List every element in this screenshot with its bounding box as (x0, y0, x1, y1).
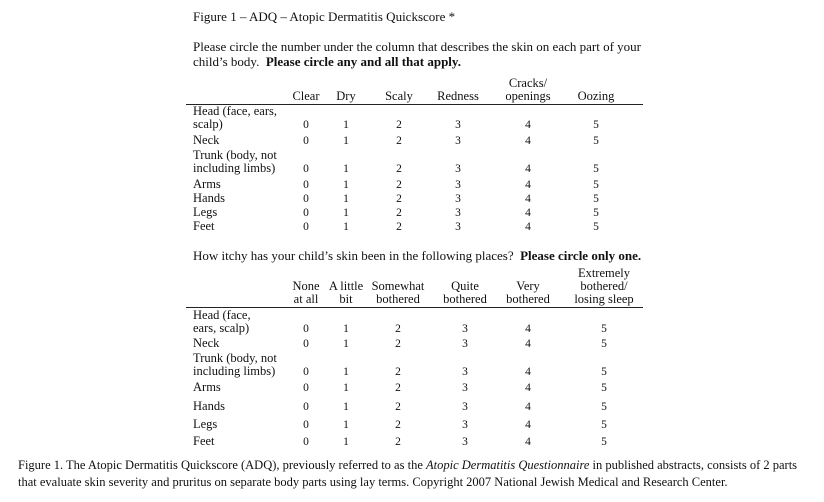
section1-cell-value: 5 (593, 207, 599, 219)
section2-cell-value: 3 (462, 401, 468, 413)
caption-line2: that evaluate skin severity and pruritus on separate body parts using lay terms. Copyright 2007 National Jewish Medical and Research Center. (18, 475, 728, 489)
section1-cell-value: 0 (303, 119, 309, 131)
section1-cell-value: 0 (303, 135, 309, 147)
section1-cell-value: 3 (455, 207, 461, 219)
section2-col-header: bothered (506, 292, 550, 306)
section1-row-label: Trunk (body, not (193, 148, 277, 162)
section1-col-header: openings (505, 89, 551, 103)
section2-cell-value: 1 (343, 366, 349, 378)
caption-part3: in published abstracts, consists of 2 parts (589, 458, 798, 472)
section1-cell-value: 2 (396, 207, 402, 219)
section1-cell-value: 3 (455, 119, 461, 131)
section2-instruction-bold: Please circle only one. (520, 248, 642, 263)
section2-col-header: A little (328, 279, 364, 293)
section2-row-label: Arms (193, 380, 221, 394)
section1-row-label: Feet (193, 219, 215, 233)
section1-row-label: Arms (193, 177, 221, 191)
section1-row-label: including limbs) (193, 161, 276, 175)
section2-cell-value: 2 (395, 323, 401, 335)
section1-cell-value: 3 (455, 179, 461, 191)
section2-cell-value: 1 (343, 382, 349, 394)
section1-cell-value: 0 (303, 163, 309, 175)
section2-cell-value: 0 (303, 366, 309, 378)
section2-cell-value: 1 (343, 323, 349, 335)
section2-cell-value: 2 (395, 338, 401, 350)
section1-cell-value: 1 (343, 179, 349, 191)
section2-cell-value: 5 (601, 436, 607, 448)
section1-instruction-line2 (193, 54, 641, 69)
section1-cell-value: 1 (343, 163, 349, 175)
caption-part1: Figure 1. The Atopic Dermatitis Quickscore (ADQ), previously referred to as the (18, 458, 426, 472)
section2-cell-value: 2 (395, 366, 401, 378)
section1-col-header: Oozing (577, 89, 615, 103)
figure-caption (18, 457, 808, 491)
section2-cell-value: 4 (525, 382, 531, 394)
section2-col-header: losing sleep (574, 292, 634, 306)
section1-col-header: Scaly (385, 89, 413, 103)
section2-cell-value: 2 (395, 436, 401, 448)
section2-cell-value: 1 (343, 419, 349, 431)
section2-col-header: bothered/ (580, 279, 628, 293)
section1-row-label: Neck (193, 133, 220, 147)
section2-row-label: Legs (193, 417, 218, 431)
section1-row-label: Head (face, ears, (193, 104, 277, 118)
section1-cell-value: 4 (525, 221, 531, 233)
section2-row-label: including limbs) (193, 364, 276, 378)
section1-cell-value: 4 (525, 163, 531, 175)
section1-cell-value: 5 (593, 163, 599, 175)
section2-cell-value: 0 (303, 419, 309, 431)
section1-instructions (193, 39, 641, 69)
section2-cell-value: 4 (525, 419, 531, 431)
section2-col-header: bit (339, 292, 353, 306)
section2-col-header: None (292, 279, 320, 293)
section1-cell-value: 3 (455, 221, 461, 233)
section2-cell-value: 0 (303, 323, 309, 335)
section1-cell-value: 2 (396, 163, 402, 175)
section1-cell-value: 5 (593, 119, 599, 131)
section1-row-label: Hands (193, 191, 225, 205)
section1-instruction-line1: Please circle the number under the column that describes the skin on each part of your (193, 39, 641, 54)
section1-cell-value: 2 (396, 193, 402, 205)
section2-cell-value: 1 (343, 436, 349, 448)
section1-row-label: Legs (193, 205, 218, 219)
section2-cell-value: 0 (303, 401, 309, 413)
section2-cell-value: 3 (462, 382, 468, 394)
section2-cell-value: 3 (462, 436, 468, 448)
section2-row-label: Head (face, (193, 308, 251, 322)
section2-cell-value: 3 (462, 366, 468, 378)
section2-cell-value: 0 (303, 436, 309, 448)
section2-cell-value: 5 (601, 338, 607, 350)
section2-cell-value: 0 (303, 382, 309, 394)
section2-col-header: bothered (443, 292, 487, 306)
section2-cell-value: 5 (601, 366, 607, 378)
section1-cell-value: 4 (525, 179, 531, 191)
section1-cell-value: 1 (343, 119, 349, 131)
section2-row-label: Trunk (body, not (193, 351, 277, 365)
section2-instructions (193, 248, 641, 264)
section1-cell-value: 3 (455, 163, 461, 175)
section2-cell-value: 3 (462, 419, 468, 431)
section2-cell-value: 5 (601, 323, 607, 335)
section2-row-label: Feet (193, 434, 215, 448)
section2-cell-value: 4 (525, 323, 531, 335)
caption-italic: Atopic Dermatitis Questionnaire (426, 458, 590, 472)
section1-cell-value: 5 (593, 179, 599, 191)
section2-row-label: ears, scalp) (193, 321, 250, 335)
section2-cell-value: 4 (525, 366, 531, 378)
section1-cell-value: 1 (343, 135, 349, 147)
section1-cell-value: 5 (593, 135, 599, 147)
section1-cell-value: 1 (343, 193, 349, 205)
section1-cell-value: 0 (303, 179, 309, 191)
section2-cell-value: 4 (525, 401, 531, 413)
section1-col-header: Dry (336, 89, 356, 103)
section1-cell-value: 1 (343, 221, 349, 233)
section1-cell-value: 0 (303, 221, 309, 233)
caption-line1 (18, 457, 808, 474)
section1-cell-value: 0 (303, 207, 309, 219)
section2-cell-value: 5 (601, 419, 607, 431)
section1-cell-value: 3 (455, 135, 461, 147)
section2-cell-value: 3 (462, 323, 468, 335)
section2-col-header: Very (516, 279, 540, 293)
section2-header-rule (186, 307, 643, 308)
section2-row-label: Hands (193, 399, 225, 413)
section2-instruction-plain: How itchy has your child’s skin been in the following places? (193, 248, 514, 263)
section1-col-header: Cracks/ (508, 76, 548, 90)
section2-col-header: Somewhat (371, 279, 425, 293)
section1-cell-value: 4 (525, 135, 531, 147)
section1-cell-value: 1 (343, 207, 349, 219)
section1-cell-value: 3 (455, 193, 461, 205)
section1-instruction-bold: Please circle any and all that apply. (265, 54, 461, 69)
section1-cell-value: 0 (303, 193, 309, 205)
section2-col-header: at all (293, 292, 319, 306)
section1-cell-value: 5 (593, 221, 599, 233)
section2-col-header: Extremely (577, 266, 631, 280)
section2-cell-value: 4 (525, 338, 531, 350)
section1-cell-value: 4 (525, 207, 531, 219)
section2-cell-value: 1 (343, 338, 349, 350)
section2-cell-value: 3 (462, 338, 468, 350)
section2-cell-value: 5 (601, 401, 607, 413)
section1-cell-value: 5 (593, 193, 599, 205)
section2-cell-value: 4 (525, 436, 531, 448)
section2-col-header: Quite (451, 279, 479, 293)
section2-col-header: bothered (376, 292, 420, 306)
section1-instruction-plain: child’s body. (193, 54, 260, 69)
section2-cell-value: 5 (601, 382, 607, 394)
section1-cell-value: 2 (396, 221, 402, 233)
section2-cell-value: 2 (395, 401, 401, 413)
section1-cell-value: 4 (525, 119, 531, 131)
section2-cell-value: 2 (395, 419, 401, 431)
section2-row-label: Neck (193, 336, 220, 350)
section1-col-header: Clear (292, 89, 320, 103)
section1-cell-value: 2 (396, 119, 402, 131)
section1-cell-value: 2 (396, 135, 402, 147)
section1-cell-value: 4 (525, 193, 531, 205)
figure-title: Figure 1 – ADQ – Atopic Dermatitis Quickscore * (193, 9, 456, 24)
section2-cell-value: 0 (303, 338, 309, 350)
section2-cell-value: 2 (395, 382, 401, 394)
section1-col-header: Redness (437, 89, 479, 103)
section2-cell-value: 1 (343, 401, 349, 413)
section1-cell-value: 2 (396, 179, 402, 191)
section1-row-label: scalp) (193, 117, 223, 131)
